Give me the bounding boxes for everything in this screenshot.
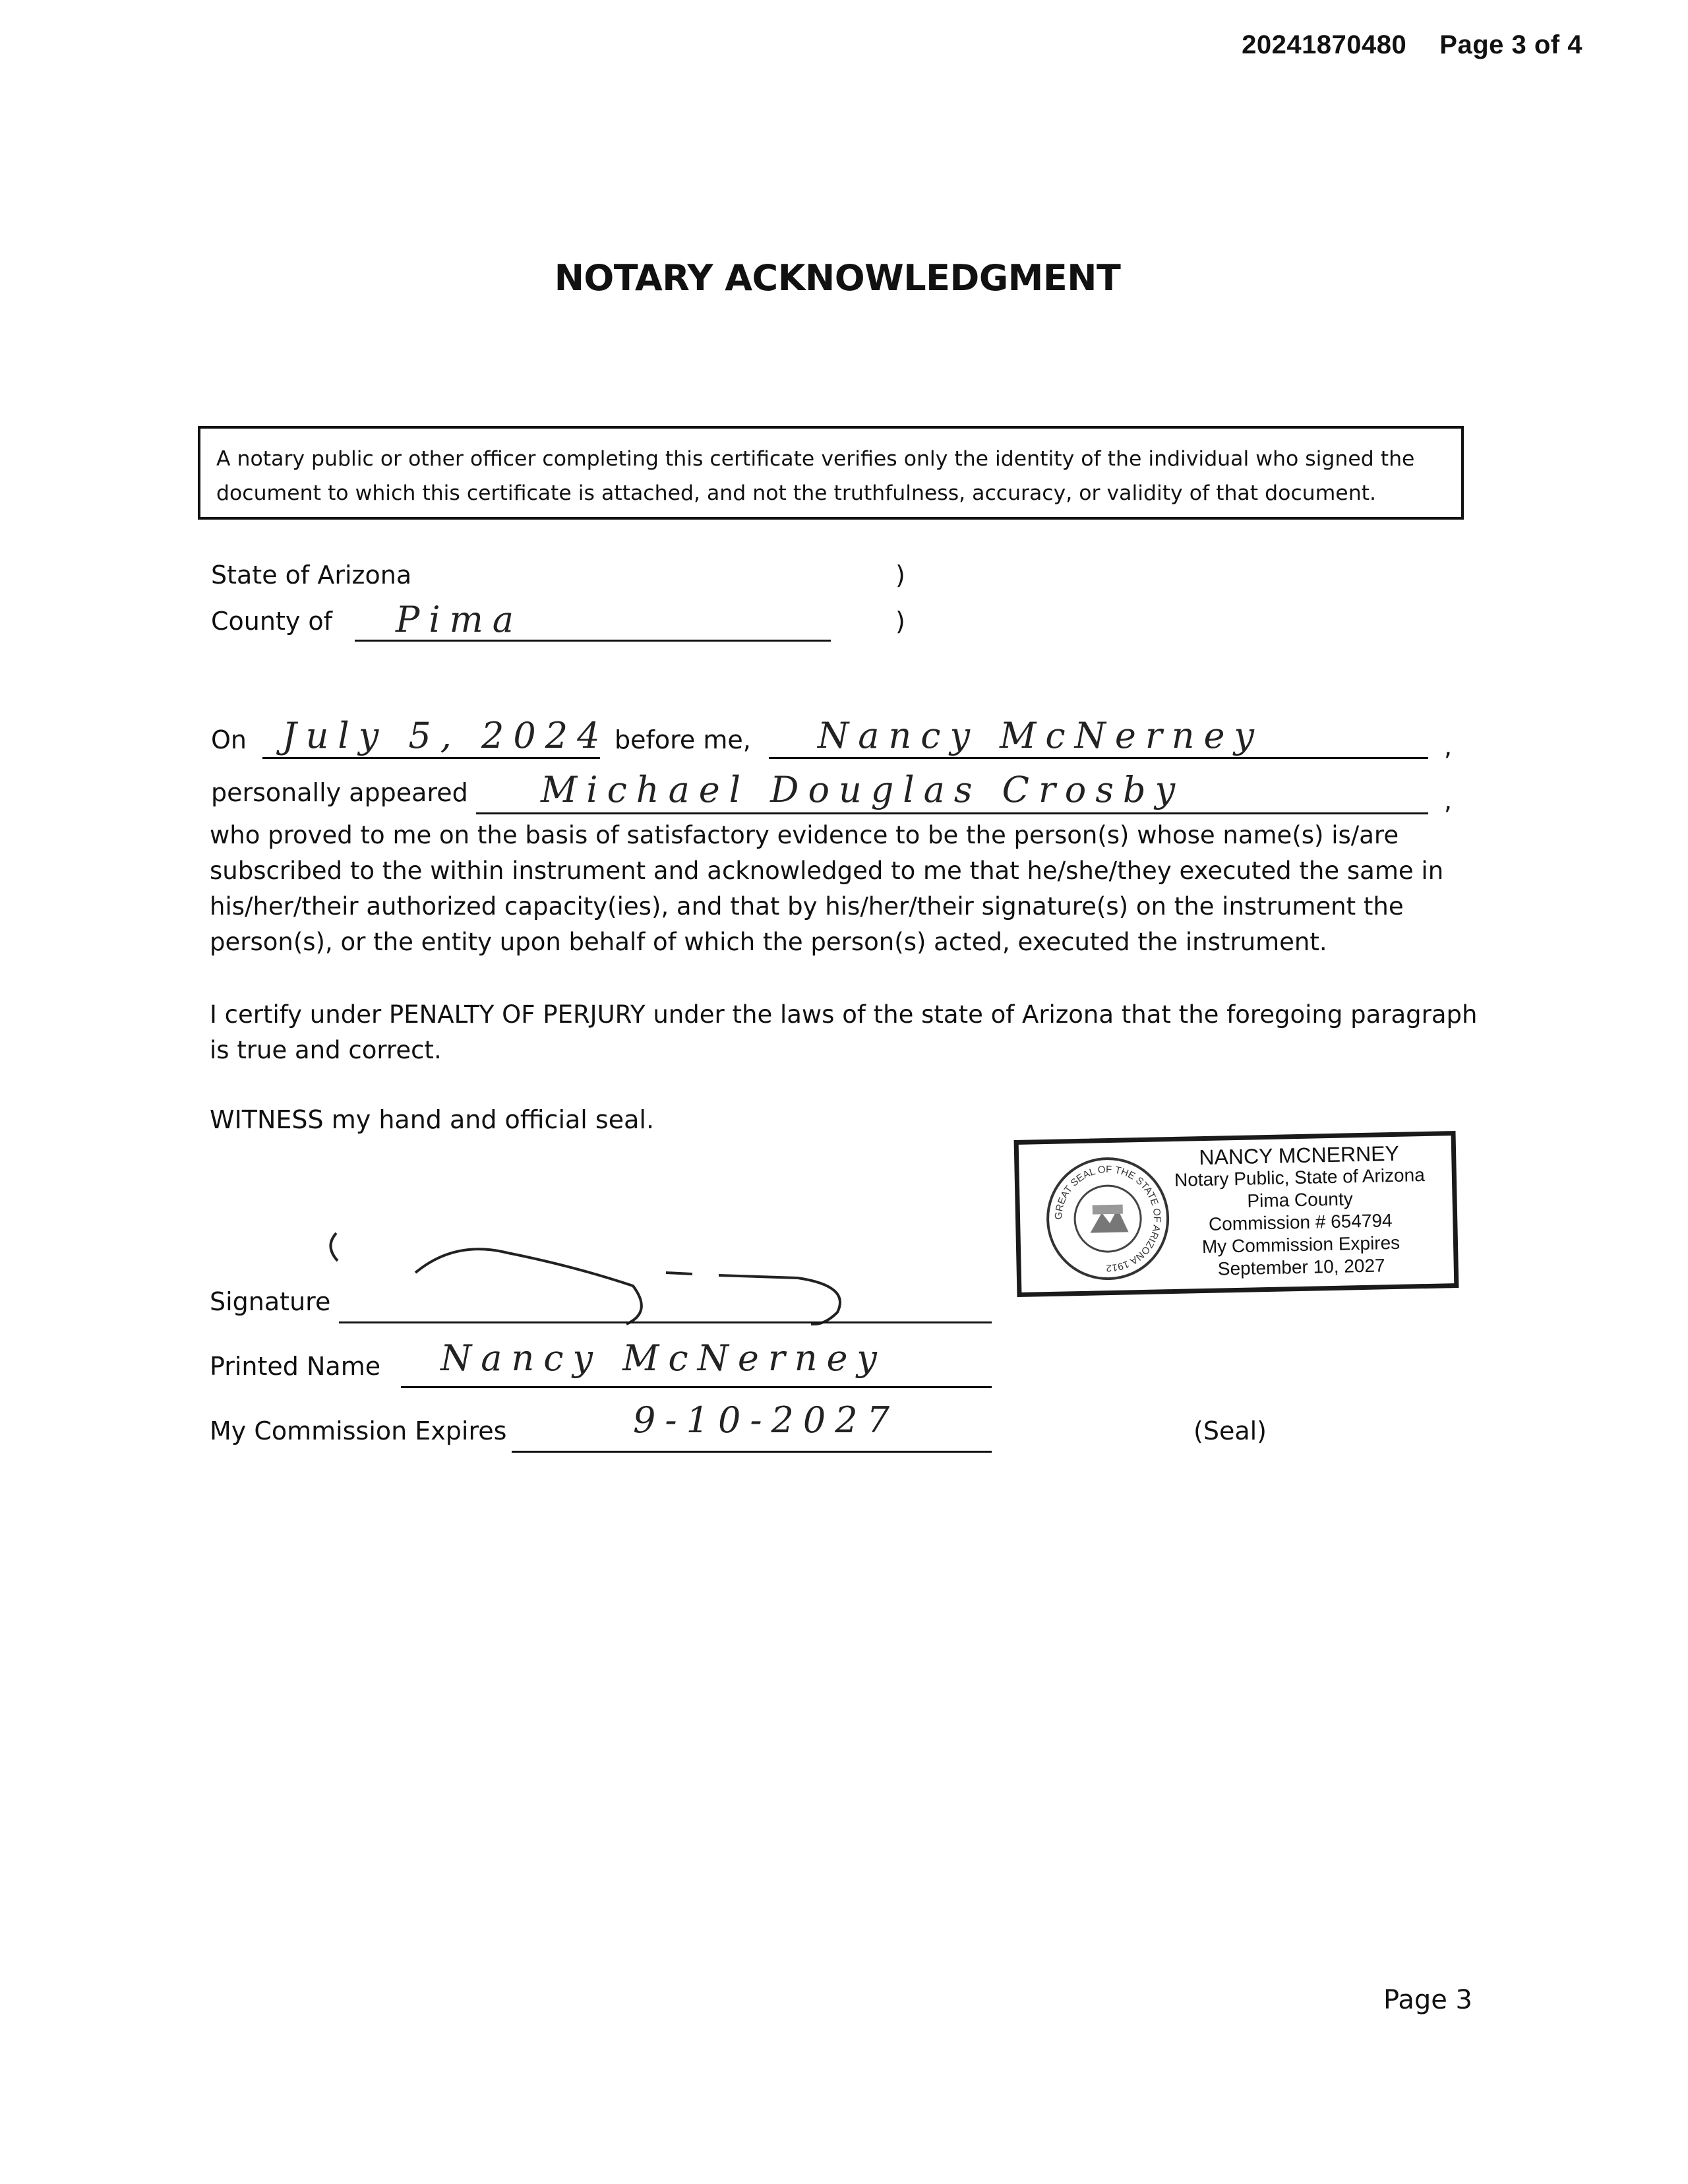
- document-number: 20241870480: [1242, 30, 1407, 59]
- signature-scribble: [323, 1227, 870, 1325]
- county-line: [355, 640, 831, 642]
- signer-name-line: [476, 812, 1428, 814]
- notary-stamp: [1014, 1131, 1459, 1297]
- seal-lettering: GREAT SEAL OF THE STATE OF ARIZONA 1912: [1052, 1164, 1163, 1274]
- date-handwritten: July 5, 2024: [282, 715, 609, 756]
- county-handwritten: Pima: [396, 599, 524, 640]
- notary-name-handwritten: Nancy McNerney: [818, 715, 1263, 756]
- stamp-text: [1144, 1141, 1457, 1282]
- printed-name-handwritten: Nancy McNerney: [440, 1337, 886, 1379]
- state-paren: ): [895, 561, 905, 590]
- date-line: [262, 757, 600, 759]
- signature-line: [339, 1321, 992, 1323]
- notary-name-line: [769, 757, 1428, 759]
- printed-name-label: Printed Name: [210, 1352, 381, 1381]
- page-header: [1242, 30, 1582, 60]
- before-me-label: before me,: [615, 725, 751, 754]
- stamp-line5: September 10, 2027: [1217, 1255, 1385, 1279]
- stamp-line4: My Commission Expires: [1201, 1232, 1401, 1258]
- certify-paragraph: I certify under PENALTY OF PERJURY under the laws of the state of Arizona that the foregoing paragraph is true and correct.: [210, 1000, 1478, 1064]
- acknowledgment-paragraph: who proved to me on the basis of satisfactory evidence to be the person(s) whose name(s) is/are subscribed to the within instrument and acknowledged to me that he/she/they executed the same in his/her/their authorized capacity(ies), and that by his/her/their signature(s) on the instrument the person(s), or the entity upon behalf of which the person(s) acted, executed the instrument.: [210, 821, 1444, 956]
- commission-expires-handwritten: 9-10-2027: [633, 1399, 899, 1441]
- commission-expires-label: My Commission Expires: [210, 1416, 507, 1445]
- printed-name-line: [401, 1386, 992, 1388]
- stamp-line1: Notary Public, State of Arizona: [1174, 1165, 1426, 1190]
- commission-expires-line: [512, 1451, 992, 1453]
- stamp-line3: Commission # 654794: [1208, 1210, 1393, 1234]
- page-count: Page 3 of 4: [1439, 30, 1582, 59]
- stamp-line2: Pima County: [1247, 1188, 1354, 1211]
- witness-line: WITNESS my hand and official seal.: [210, 1105, 655, 1134]
- comma-2: ,: [1444, 786, 1453, 815]
- stamp-name: NANCY MCNERNEY: [1199, 1141, 1400, 1170]
- county-label: County of: [211, 607, 333, 636]
- signer-name-handwritten: Michael Douglas Crosby: [541, 769, 1185, 810]
- appeared-label: personally appeared: [211, 778, 468, 807]
- comma-1: ,: [1444, 732, 1453, 761]
- state-label: State of Arizona: [211, 561, 412, 590]
- on-label: On: [211, 725, 247, 754]
- county-paren: ): [895, 607, 905, 636]
- signature-label: Signature: [210, 1287, 331, 1316]
- page-title: NOTARY ACKNOWLEDGMENT: [554, 257, 1121, 299]
- notice-box: A notary public or other officer completing this certificate verifies only the identity of the individual who signed the document to which this certificate is attached, and not the truthfulness, accuracy, or validity of that document.: [198, 426, 1464, 520]
- page-footer: Page 3: [1383, 1985, 1472, 2015]
- seal-label: (Seal): [1193, 1416, 1267, 1445]
